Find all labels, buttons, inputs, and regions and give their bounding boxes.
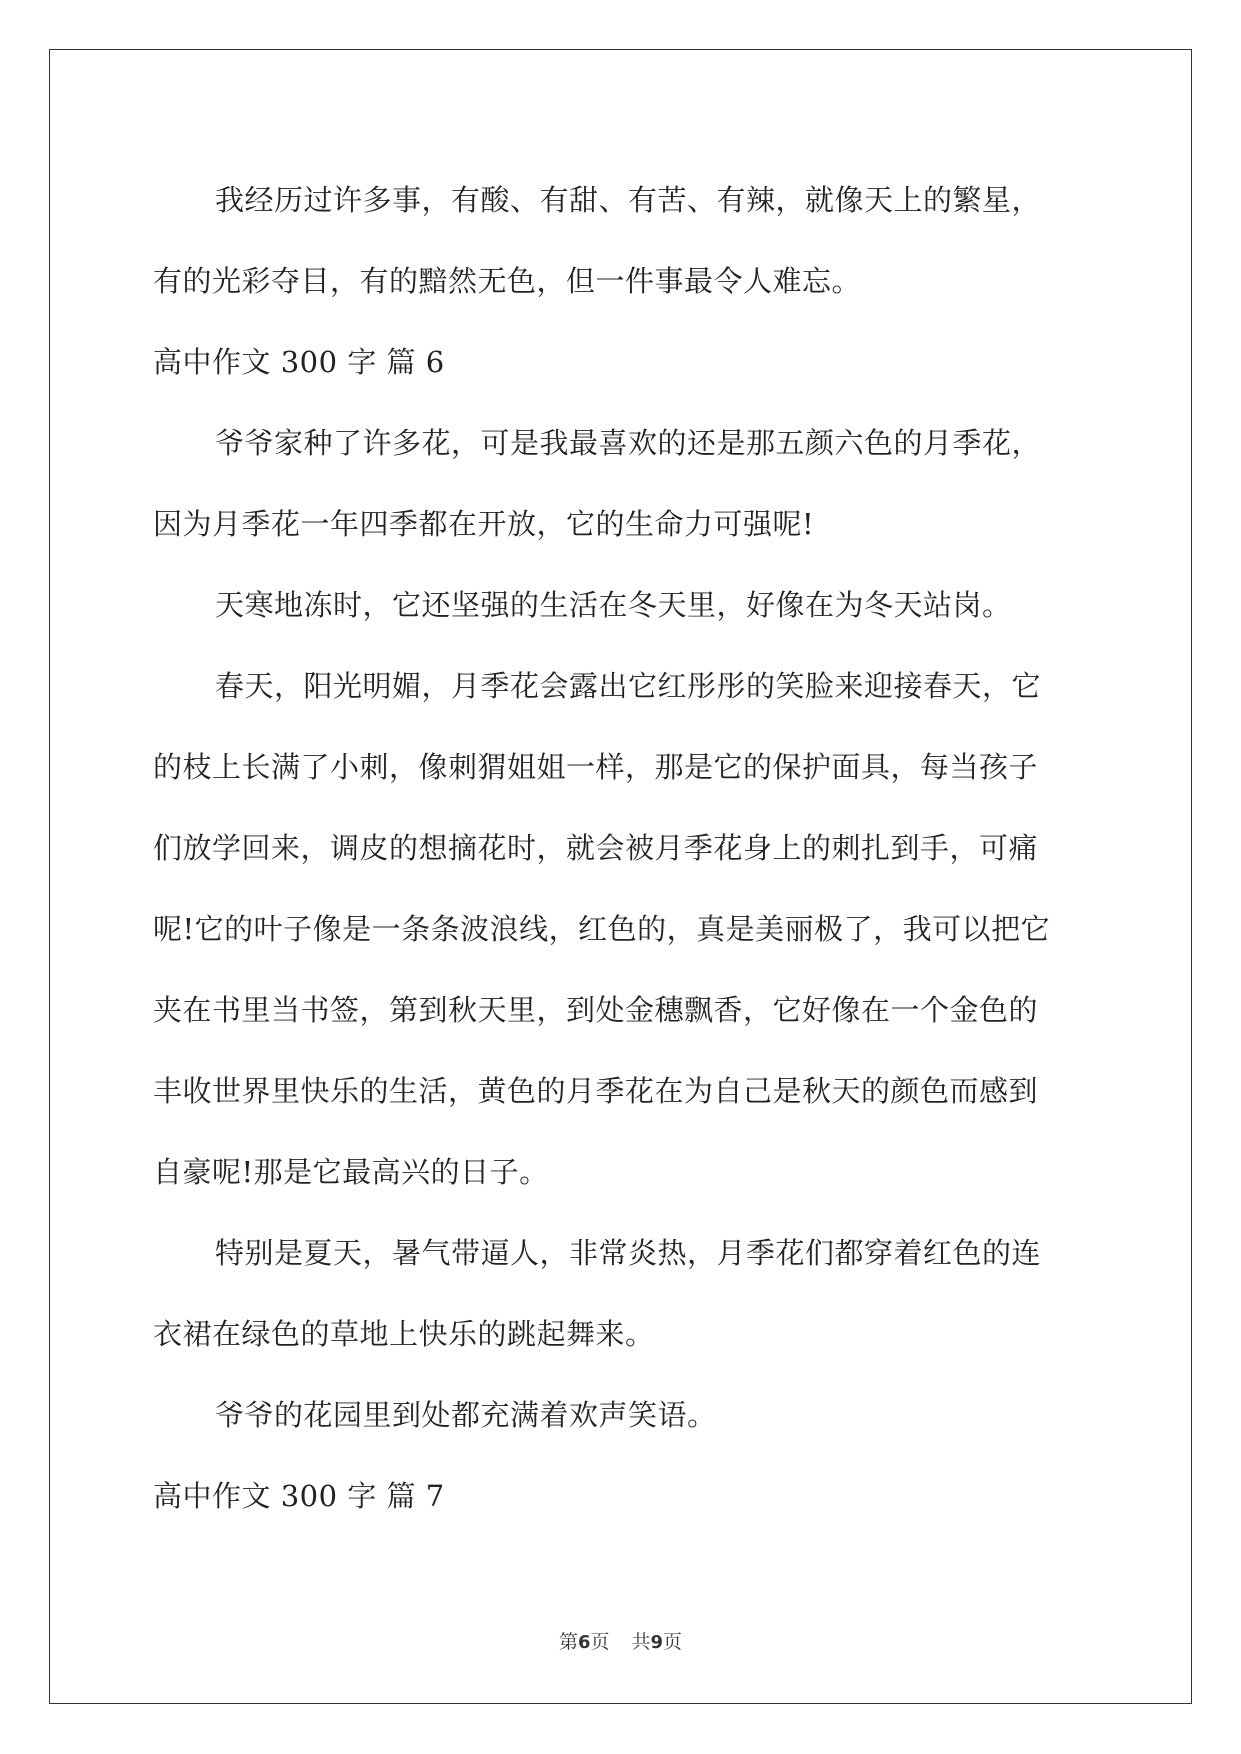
paragraph-line: 我经历过许多事，有酸、有甜、有苦、有辣，就像天上的繁星， <box>215 183 1042 217</box>
paragraph-line: 的枝上长满了小刺，像刺猬姐姐一样，那是它的保护面具，每当孩子 <box>153 750 1039 784</box>
paragraph-line: 特别是夏天，暑气带逼人，非常炎热，月季花们都穿着红色的连 <box>215 1236 1042 1270</box>
page-suffix: 页 <box>590 1631 610 1653</box>
section-heading: 高中作文 300 字 篇 6 <box>153 345 445 379</box>
paragraph-line: 们放学回来，调皮的想摘花时，就会被月季花身上的刺扎到手，可痛 <box>153 831 1039 865</box>
paragraph-line: 夹在书里当书签，第到秋天里，到处金穗飘香，它好像在一个金色的 <box>153 993 1039 1027</box>
paragraph-line: 因为月季花一年四季都在开放，它的生命力可强呢! <box>153 507 815 541</box>
page-current-number: 6 <box>577 1632 591 1653</box>
paragraph-line: 爷爷家种了许多花，可是我最喜欢的还是那五颜六色的月季花， <box>215 426 1042 460</box>
paragraph-line: 丰收世界里快乐的生活，黄色的月季花在为自己是秋天的颜色而感到 <box>153 1074 1039 1108</box>
page-total-number: 9 <box>650 1632 664 1653</box>
document-body <box>153 160 1093 1537</box>
page-footer <box>0 1627 1241 1654</box>
total-prefix: 共 <box>631 1631 651 1653</box>
paragraph-line: 呢!它的叶子像是一条条波浪线，红色的，真是美丽极了，我可以把它 <box>153 912 1051 946</box>
paragraph-line: 天寒地冻时，它还坚强的生活在冬天里，好像在为冬天站岗。 <box>215 588 1012 622</box>
page-prefix: 第 <box>558 1631 578 1653</box>
paragraph-line: 自豪呢!那是它最高兴的日子。 <box>153 1155 549 1189</box>
paragraph-line: 爷爷的花园里到处都充满着欢声笑语。 <box>215 1398 717 1432</box>
paragraph-line: 有的光彩夺目，有的黯然无色，但一件事最令人难忘。 <box>153 264 862 298</box>
section-heading: 高中作文 300 字 篇 7 <box>153 1479 445 1513</box>
paragraph-line: 春天，阳光明媚，月季花会露出它红彤彤的笑脸来迎接春天，它 <box>215 669 1042 703</box>
paragraph-line: 衣裙在绿色的草地上快乐的跳起舞来。 <box>153 1317 655 1351</box>
total-suffix: 页 <box>663 1631 683 1653</box>
